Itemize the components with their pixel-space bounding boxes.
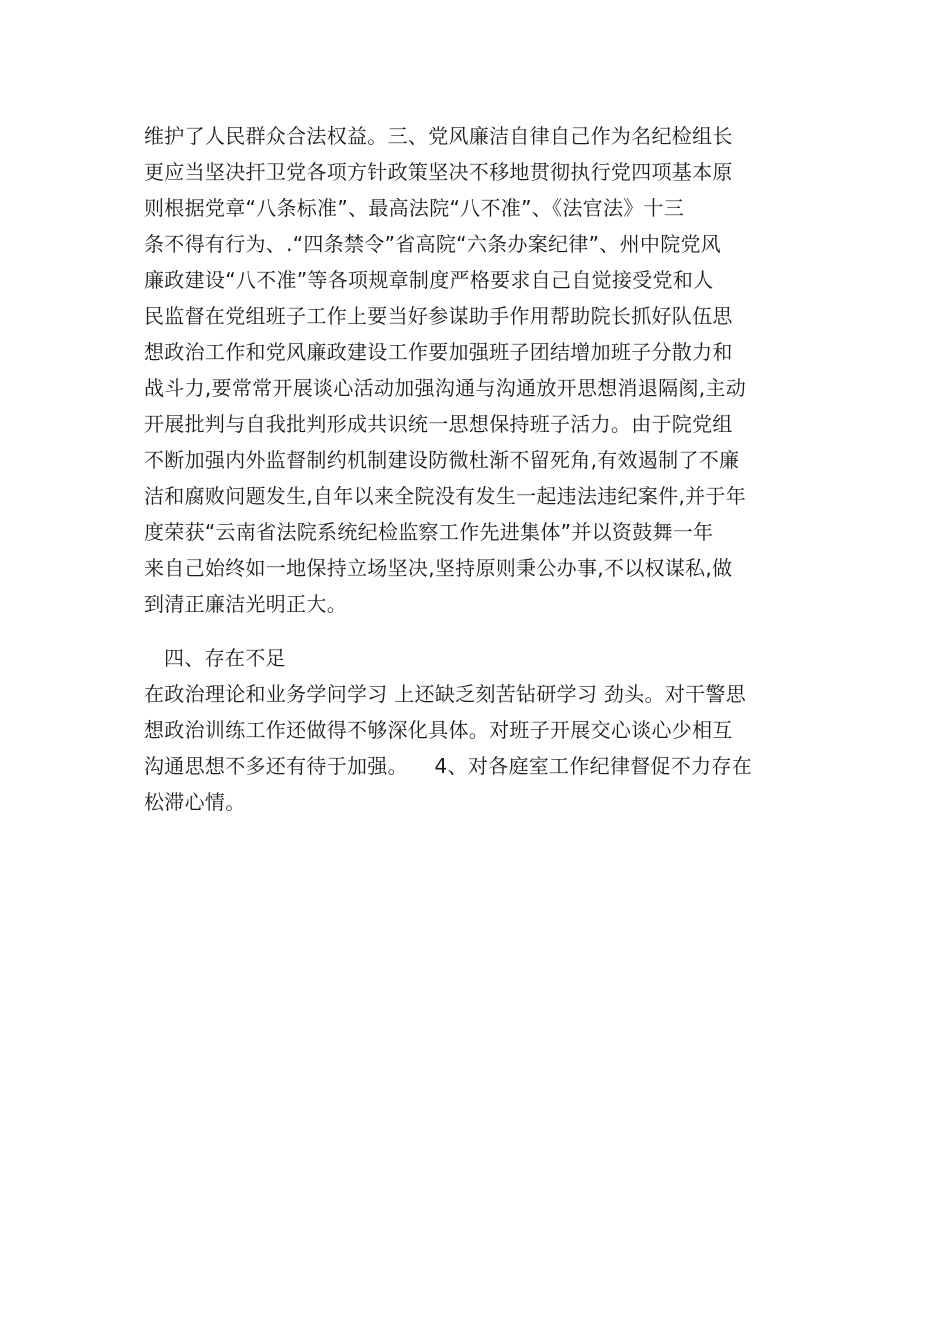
text-line: 沟通思想不多还有待于加强。 4、对各庭室工作纪律督促不力存在 (144, 754, 753, 778)
text-line: 到清正廉洁光明正大。 (144, 592, 347, 616)
text-line: 在政治理论和业务学问学习 上还缺乏刻苦钻研学习 劲头。对干警思 (144, 682, 747, 706)
text-line: 则根据党章“八条标准”、最高法院“八不准”、《法官法》十三 (144, 196, 685, 220)
text-line: 廉政建设“八不准”等各项规章制度严格要求自己自觉接受党和人 (144, 268, 714, 292)
text-line: 洁和腐败问题发生,自年以来全院没有发生一起违法违纪案件,并于年 (144, 484, 747, 508)
text-line: 条不得有行为、.“四条禁令”省高院“六条办案纪律”、州中院党风 (144, 232, 722, 256)
text-line: 开展批判与自我批判形成共识统一思想保持班子活力。由于院党组 (144, 412, 733, 436)
section-heading-shortcomings: 四、存在不足 (164, 646, 286, 670)
text-line: 更应当坚决扞卫党各项方针政策坚决不移地贯彻执行党四项基本原 (144, 160, 733, 184)
text-line: 民监督在党组班子工作上要当好参谋助手作用帮助院长抓好队伍思 (144, 304, 733, 328)
text-line: 来自己始终如一地保持立场坚决,坚持原则秉公办事,不以权谋私,做 (144, 556, 733, 580)
paragraph-shortcomings (144, 676, 812, 820)
text-line: 想政治训练工作还做得不够深化具体。对班子开展交心谈心少相互 (144, 718, 733, 742)
text-line: 松滞心情。 (144, 790, 246, 814)
text-line: 维护了人民群众合法权益。三、党风廉洁自律自己作为名纪检组长 (144, 124, 733, 148)
paragraph-party-conduct (144, 118, 812, 622)
text-line: 战斗力,要常常开展谈心活动加强沟通与沟通放开思想消退隔阂,主动 (144, 376, 747, 400)
text-line: 想政治工作和党风廉政建设工作要加强班子团结增加班子分散力和 (144, 340, 733, 364)
text-line: 度荣获“云南省法院系统纪检监察工作先进集体”并以资鼓舞一年 (144, 520, 714, 544)
text-line: 不断加强内外监督制约机制建设防微杜渐不留死角,有效遏制了不廉 (144, 448, 740, 472)
